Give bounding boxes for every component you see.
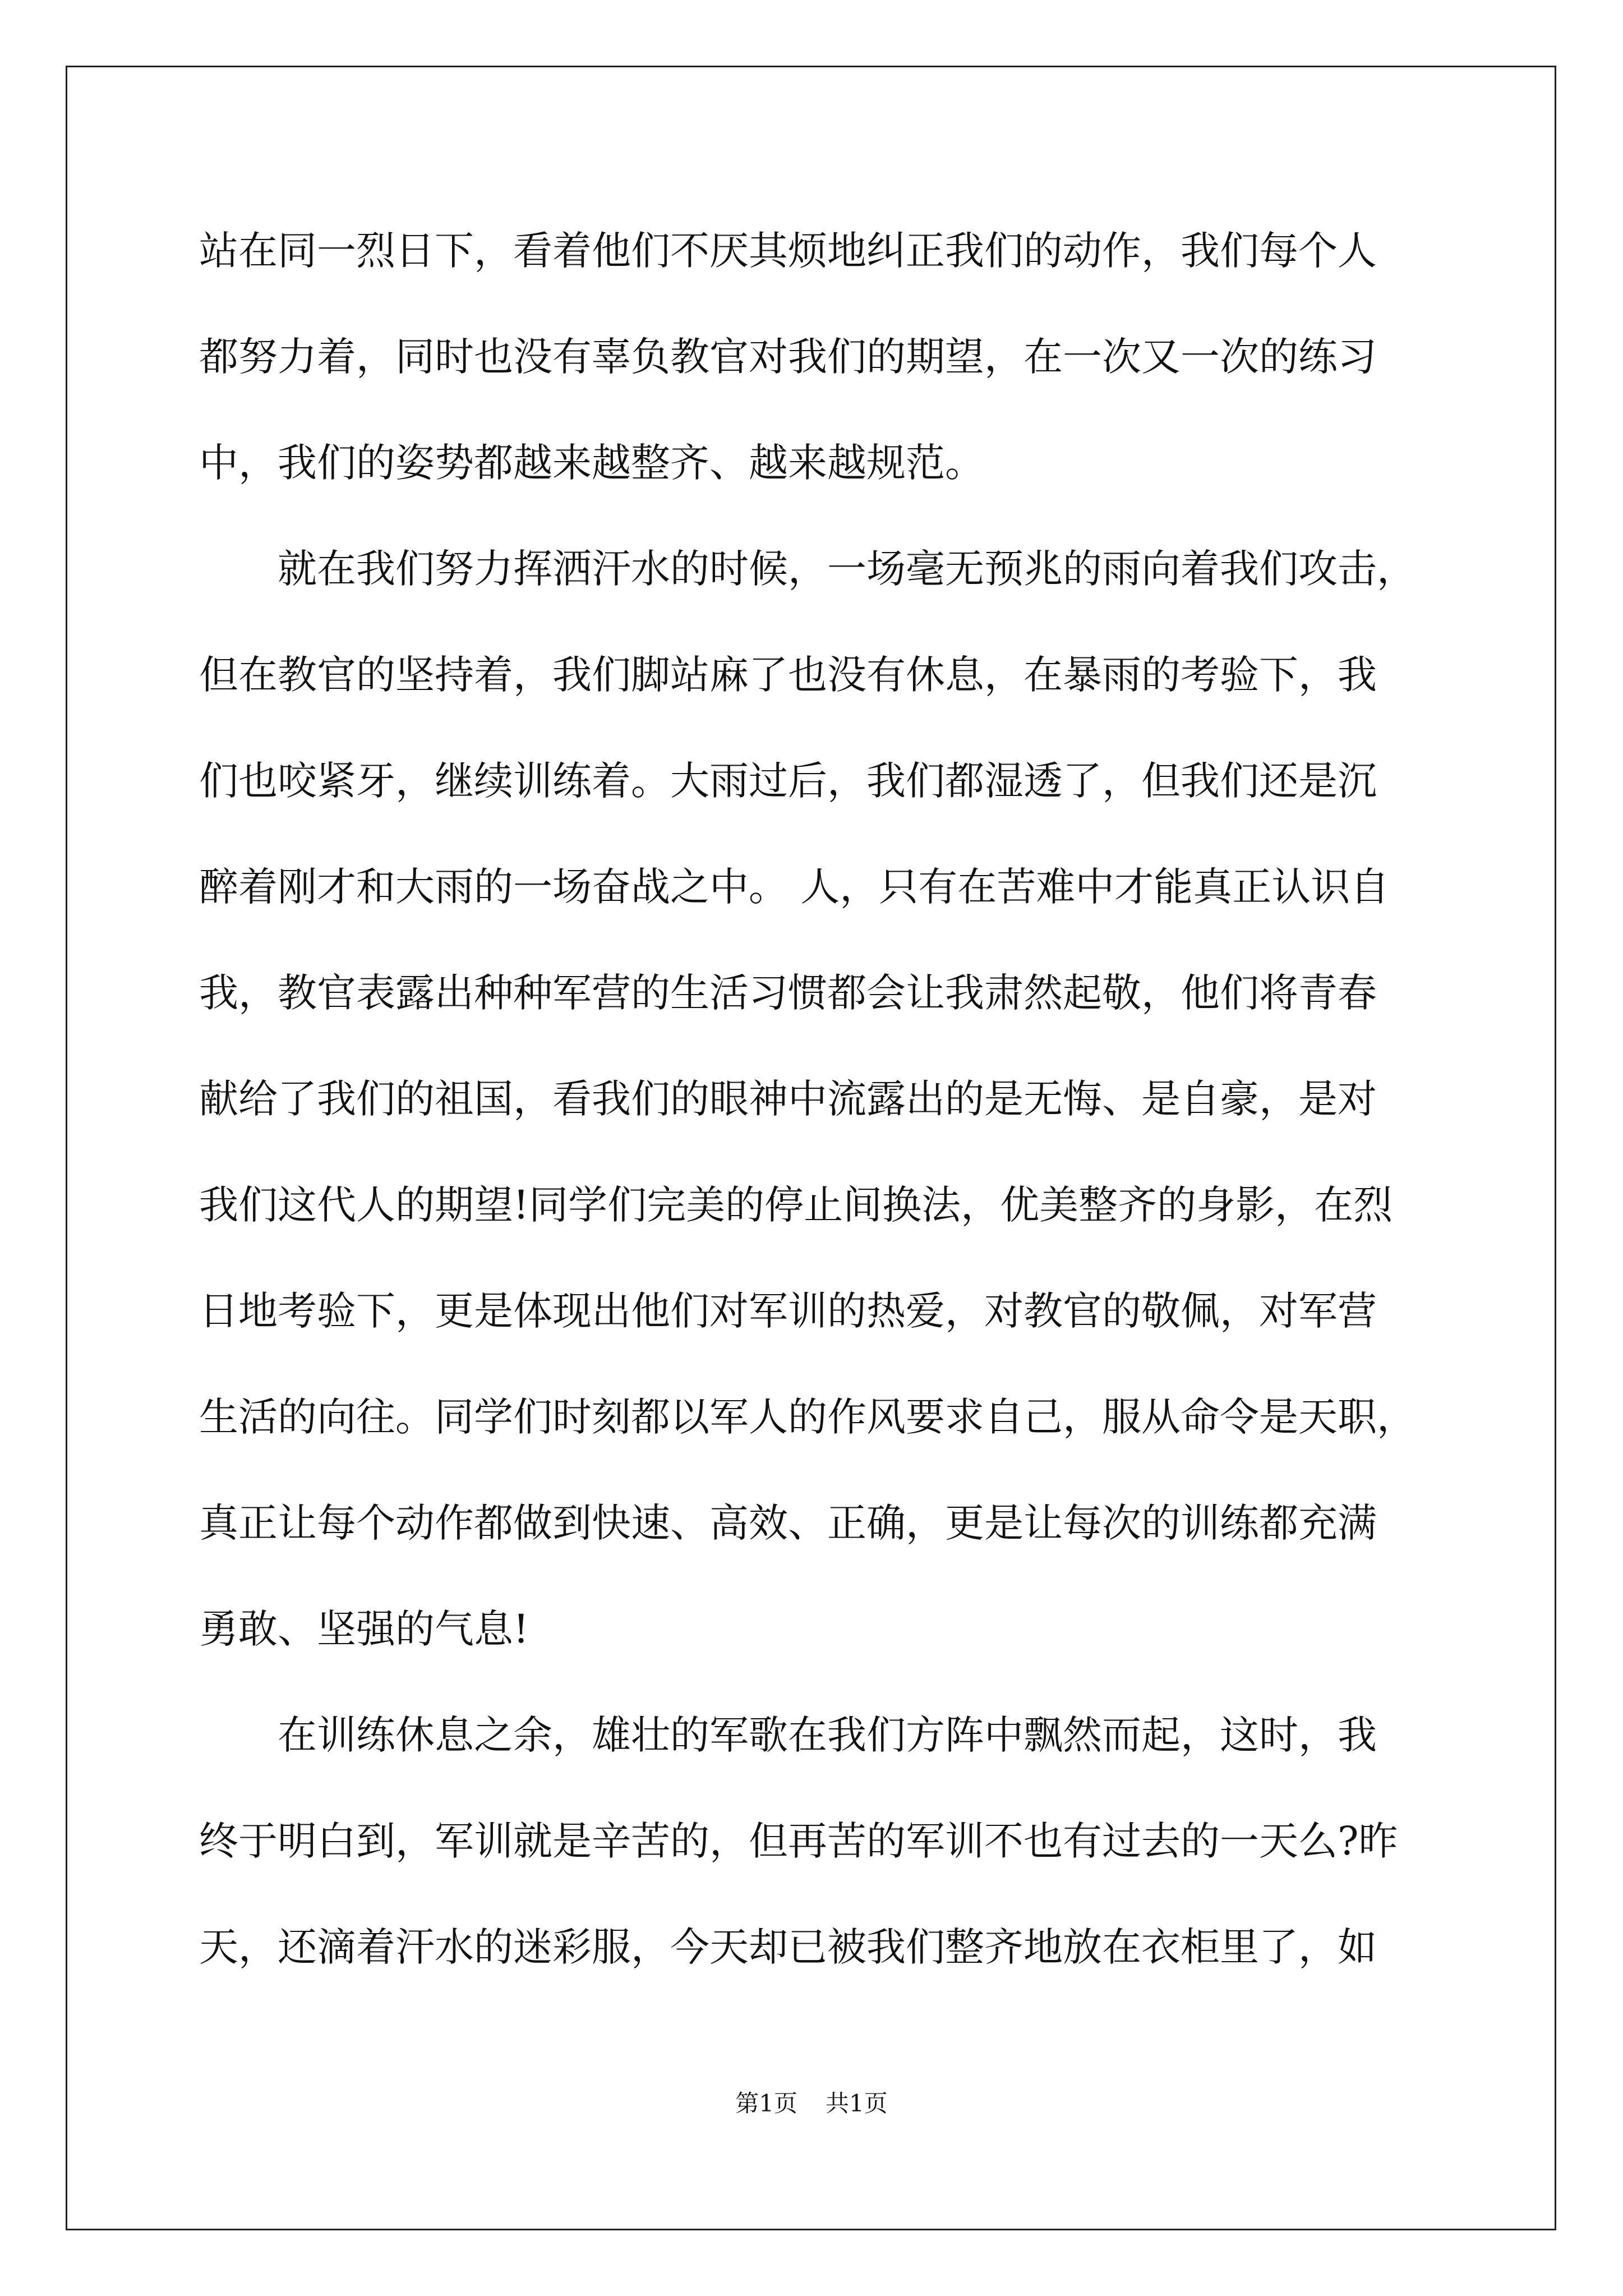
text-line: 日地考验下，更是体现出他们对军训的热爱，对教官的敬佩，对军营	[199, 1288, 1377, 1334]
page-footer	[0, 2087, 1623, 2120]
text-line: 终于明白到，军训就是辛苦的，但再苦的军训不也有过去的一天么?昨	[199, 1818, 1398, 1864]
text-line: 我，教官表露出种种军营的生活习惯都会让我肃然起敬，他们将青春	[199, 970, 1377, 1016]
text-line: 勇敢、坚强的气息!	[199, 1606, 529, 1652]
text-line: 们也咬紧牙，继续训练着。大雨过后，我们都湿透了，但我们还是沉	[199, 758, 1377, 804]
text-line: 献给了我们的祖国，看我们的眼神中流露出的是无悔、是自豪，是对	[199, 1076, 1377, 1122]
text-line: 但在教官的坚持着，我们脚站麻了也没有休息，在暴雨的考验下，我	[199, 652, 1377, 698]
text-line: 在训练休息之余，雄壮的军歌在我们方阵中飘然而起，这时，我	[199, 1712, 1377, 1758]
page-total: 共1页	[826, 2090, 888, 2117]
text-line: 生活的向往。同学们时刻都以军人的作风要求自己，服从命令是天职，	[199, 1394, 1416, 1440]
text-line: 醉着刚才和大雨的一场奋战之中。 人，只有在苦难中才能真正认识自	[199, 864, 1390, 910]
text-line: 天，还滴着汗水的迷彩服，今天却已被我们整齐地放在衣柜里了，如	[199, 1924, 1377, 1970]
text-line: 我们这代人的期望!同学们完美的停止间换法，优美整齐的身影，在烈	[199, 1182, 1393, 1228]
document-body	[199, 198, 1433, 2000]
text-line: 站在同一烈日下，看着他们不厌其烦地纠正我们的动作，我们每个人	[199, 228, 1377, 274]
text-line: 中，我们的姿势都越来越整齐、越来越规范。	[199, 440, 984, 486]
text-line: 真正让每个动作都做到快速、高效、正确，更是让每次的训练都充满	[199, 1500, 1377, 1546]
text-line: 就在我们努力挥洒汗水的时候，一场毫无预兆的雨向着我们攻击，	[199, 546, 1416, 592]
text-line: 都努力着，同时也没有辜负教官对我们的期望，在一次又一次的练习	[199, 334, 1377, 380]
page-number: 第1页	[735, 2090, 797, 2117]
